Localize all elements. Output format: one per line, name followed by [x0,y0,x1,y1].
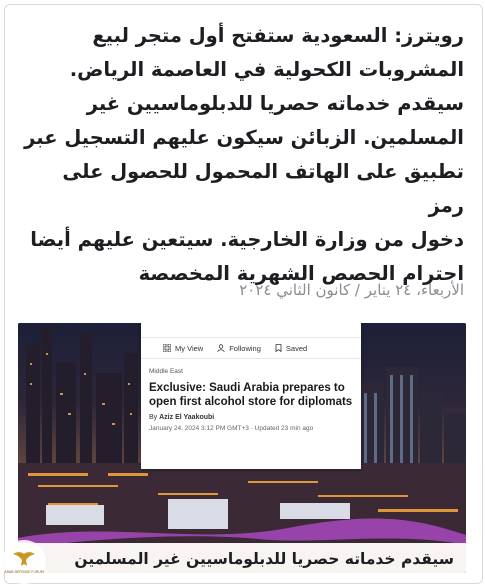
saved-button[interactable] [275,344,307,353]
article-headline[interactable]: Exclusive: Saudi Arabia prepares to open first alcohol store for diplomats [149,382,353,408]
watermark-text: ARAB DEFENSE FORUM [4,569,44,574]
following-button[interactable] [217,344,261,353]
following-label: Following [229,343,261,353]
article-toolbar [141,337,361,359]
reuters-article-card[interactable] [141,323,361,469]
post-image[interactable] [18,323,466,573]
person-icon [217,344,225,352]
image-caption: سيقدم خدماته حصريا للدبلوماسيين غير المسلمين [74,550,454,568]
grid-icon [163,344,171,352]
caption-band [18,543,466,573]
watermark-logo [2,540,46,584]
saved-label: Saved [285,343,308,353]
article-section[interactable]: Middle East [149,368,183,375]
article-byline [149,414,361,421]
post-date[interactable]: الأربعاء، ٢٤ يناير / كانون الثاني ٢٠٢٤ [239,281,464,299]
article-author[interactable]: Aziz El Yaakoubi [159,414,215,421]
byline-prefix: By [149,414,158,421]
bookmark-icon [275,344,282,352]
my-view-button[interactable] [163,344,203,353]
article-timestamp: January 24, 2024 3:12 PM GMT+3 · Updated 23 min ago [149,425,314,432]
eagle-icon [13,551,35,569]
post-text: رويترز: السعودية ستفتح أول متجر لبيع المشروبات الكحولية في العاصمة الرياض. سيقدم خدماته حصريا للدبلوماسيين غير المسلمين. الزبائن سيكون عليهم التسجيل عبر تطبيق على الهاتف المحمول للحصول على رمز دخول من وزارة الخارجية. سيتعين عليهم أيضا احترام الحصص الشهرية المخصصة [24,24,464,285]
my-view-label: My View [175,343,204,353]
